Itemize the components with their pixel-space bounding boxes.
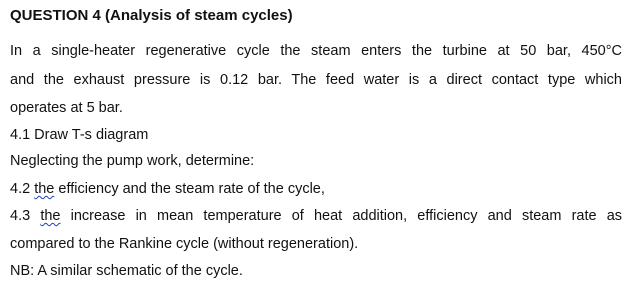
grammar-flagged-word[interactable]: the — [34, 181, 55, 197]
item-4-2 — [10, 179, 325, 199]
item-4-3-line-1 — [10, 202, 622, 231]
item-4-1: 4.1 Draw T-s diagram — [10, 127, 149, 143]
instruction-line: Neglecting the pump work, determine: — [10, 153, 255, 169]
item-4-2-text: efficiency and the steam rate of the cycle, — [54, 181, 325, 197]
intro-line-2: and the exhaust pressure is 0.12 bar. The feed water is a direct contact type which — [10, 72, 622, 88]
intro-line-1: In a single-heater regenerative cycle the steam enters the turbine at 50 bar, 450°C — [10, 43, 622, 59]
item-4-3-text: increase in mean temperature of heat addition, efficiency and steam rate as — [60, 208, 623, 224]
item-4-3-line-2: compared to the Rankine cycle (without regeneration). — [10, 236, 359, 252]
note-line: NB: A similar schematic of the cycle. — [10, 263, 243, 279]
intro-line-3: operates at 5 bar. — [10, 100, 123, 116]
question-heading: QUESTION 4 (Analysis of steam cycles) — [10, 7, 293, 24]
item-4-2-prefix: 4.2 — [10, 181, 35, 197]
grammar-flagged-word[interactable]: the — [40, 208, 61, 224]
item-4-3-prefix: 4.3 — [10, 208, 41, 224]
